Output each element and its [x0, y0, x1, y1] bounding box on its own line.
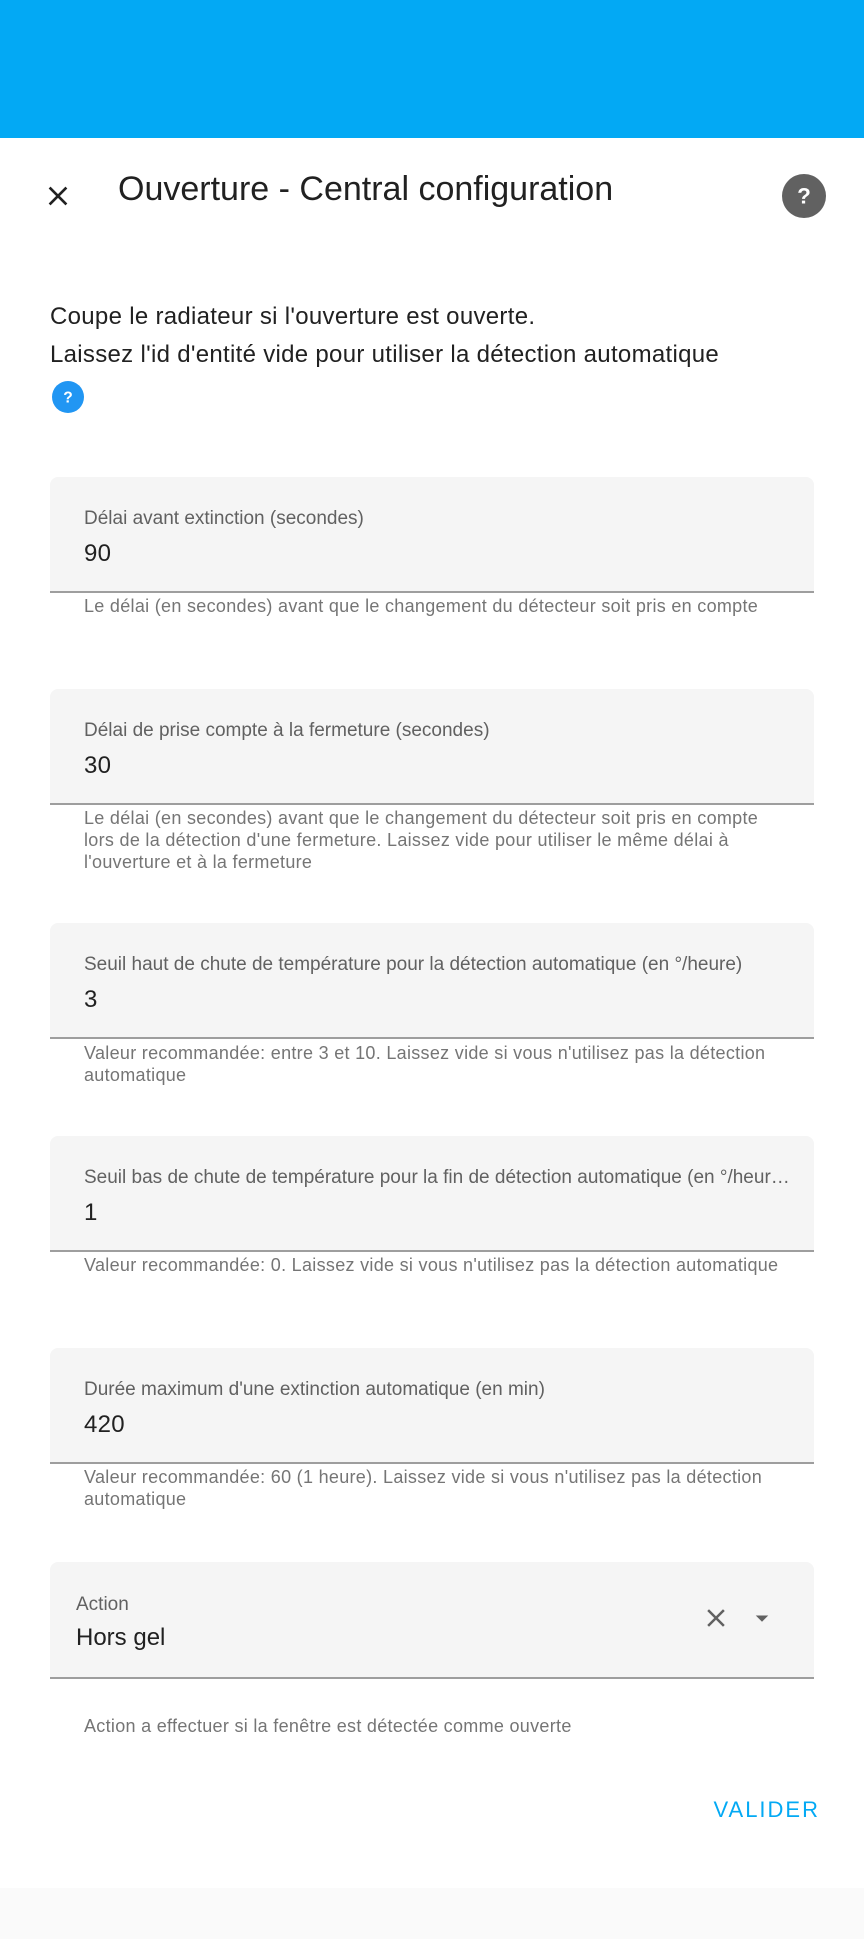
field-helper: Valeur recommandée: 0. Laissez vide si vous n'utilisez pas la détection automatique: [84, 1255, 779, 1275]
field-label: Durée maximum d'une extinction automatique (en min): [84, 1379, 545, 1400]
help-button[interactable]: [782, 174, 826, 218]
field-label: Délai de prise compte à la fermeture (secondes): [84, 720, 490, 741]
low-threshold-field[interactable]: [50, 1136, 814, 1252]
dropdown-button[interactable]: [744, 1600, 780, 1636]
chevron-down-icon: [747, 1603, 777, 1633]
info-button[interactable]: [52, 381, 84, 413]
close-button[interactable]: [36, 174, 80, 218]
dialog-description: [50, 298, 830, 374]
delay-before-off-field[interactable]: [50, 477, 814, 593]
field-value[interactable]: 3: [84, 986, 98, 1013]
field-helper: Valeur recommandée: 60 (1 heure). Laissez vide si vous n'utilisez pas la détection automatique: [84, 1467, 763, 1509]
action-select[interactable]: [50, 1562, 814, 1679]
select-value[interactable]: Hors gel: [76, 1624, 166, 1651]
svg-text:?: ?: [63, 389, 73, 407]
description-line-1: Coupe le radiateur si l'ouverture est ouverte.: [50, 303, 536, 330]
field-label: Seuil bas de chute de température pour la fin de détection automatique (en °/heur…: [84, 1167, 790, 1188]
high-threshold-field[interactable]: [50, 923, 814, 1039]
field-value[interactable]: 30: [84, 752, 112, 779]
help-circle-icon: [789, 181, 819, 211]
submit-button[interactable]: VALIDER: [713, 1797, 820, 1822]
clear-icon: [701, 1603, 731, 1633]
max-off-duration-field[interactable]: [50, 1348, 814, 1464]
field-helper: Le délai (en secondes) avant que le changement du détecteur soit pris en compte lors de la détection d'une fermeture. Laissez vide pour utiliser le même délai à l'ouverture et à la fermeture: [84, 808, 759, 872]
close-delay-field[interactable]: [50, 689, 814, 805]
select-helper: Action a effectuer si la fenêtre est détectée comme ouverte: [84, 1716, 572, 1736]
field-helper: Valeur recommandée: entre 3 et 10. Laissez vide si vous n'utilisez pas la détection automatique: [84, 1043, 766, 1085]
field-value[interactable]: 90: [84, 540, 112, 567]
field-value[interactable]: 420: [84, 1411, 125, 1438]
bottom-area: [0, 1888, 864, 1939]
info-question-icon: [57, 386, 79, 408]
select-label: Action: [76, 1594, 129, 1615]
app-header-bar: [0, 0, 864, 138]
field-value[interactable]: 1: [84, 1199, 98, 1226]
field-label: Délai avant extinction (secondes): [84, 508, 364, 529]
field-label: Seuil haut de chute de température pour la détection automatique (en °/heure): [84, 954, 743, 975]
field-helper: Le délai (en secondes) avant que le changement du détecteur soit pris en compte: [84, 596, 759, 616]
dialog-title: Ouverture - Central configuration: [118, 170, 614, 208]
description-line-2: Laissez l'id d'entité vide pour utiliser la détection automatique: [50, 341, 720, 368]
svg-text:?: ?: [797, 183, 811, 209]
clear-button[interactable]: [698, 1600, 734, 1636]
close-icon: [42, 180, 74, 212]
